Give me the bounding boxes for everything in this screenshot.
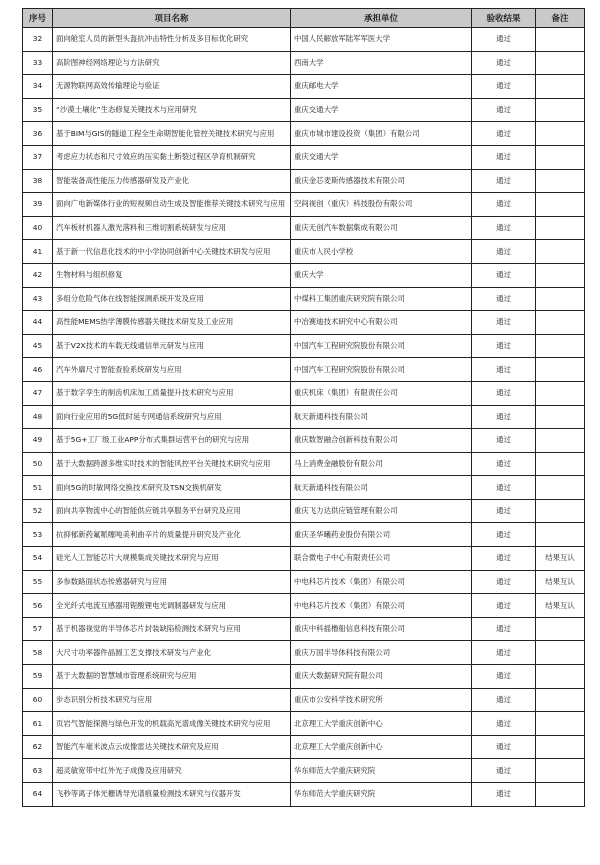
remark bbox=[536, 523, 585, 547]
row-number: 62 bbox=[23, 735, 53, 759]
responsible-unit: 中电科芯片技术（集团）有限公司 bbox=[291, 594, 472, 618]
remark bbox=[536, 216, 585, 240]
table-row bbox=[23, 28, 585, 52]
acceptance-result: 通过 bbox=[472, 75, 536, 99]
responsible-unit: 重庆大学 bbox=[291, 263, 472, 287]
acceptance-result: 通过 bbox=[472, 405, 536, 429]
row-number: 37 bbox=[23, 145, 53, 169]
remark bbox=[536, 665, 585, 689]
table-row bbox=[23, 641, 585, 665]
responsible-unit: 中国人民解放军陆军军医大学 bbox=[291, 28, 472, 52]
acceptance-result: 通过 bbox=[472, 712, 536, 736]
project-name: 大尺寸功率器件晶圆工艺支撑技术研发与产业化 bbox=[53, 641, 291, 665]
remark bbox=[536, 263, 585, 287]
header-note: 备注 bbox=[536, 9, 585, 28]
remark bbox=[536, 783, 585, 807]
responsible-unit: 重庆市城市建设投资（集团）有限公司 bbox=[291, 122, 472, 146]
row-number: 54 bbox=[23, 547, 53, 571]
acceptance-result: 通过 bbox=[472, 193, 536, 217]
row-number: 52 bbox=[23, 499, 53, 523]
remark bbox=[536, 688, 585, 712]
project-name: 基于大数据的智慧城市管理系统研究与应用 bbox=[53, 665, 291, 689]
acceptance-result: 通过 bbox=[472, 617, 536, 641]
project-name: 页岩气智能探测与绿色开发的机载高光谱成像关键技术研究与应用 bbox=[53, 712, 291, 736]
remark bbox=[536, 145, 585, 169]
responsible-unit: 航天新通科技有限公司 bbox=[291, 476, 472, 500]
table-row bbox=[23, 570, 585, 594]
project-name: 基于V2X技术的车载无线通信单元研发与应用 bbox=[53, 334, 291, 358]
project-name: 汽车外廓尺寸智能查验系统研发与应用 bbox=[53, 358, 291, 382]
project-name: 面向舱室人员的新型头盔抗冲击特性分析及多目标优化研究 bbox=[53, 28, 291, 52]
row-number: 59 bbox=[23, 665, 53, 689]
project-name: 基于新一代信息化技术的中小学协同创新中心关键技术研发与应用 bbox=[53, 240, 291, 264]
row-number: 46 bbox=[23, 358, 53, 382]
responsible-unit: 空间视创（重庆）科技股份有限公司 bbox=[291, 193, 472, 217]
project-name: 抗抑郁新药氟哌噻吨美利曲辛片的质量提升研究及产业化 bbox=[53, 523, 291, 547]
remark bbox=[536, 98, 585, 122]
remark bbox=[536, 51, 585, 75]
acceptance-result: 通过 bbox=[472, 570, 536, 594]
acceptance-result: 通过 bbox=[472, 735, 536, 759]
responsible-unit: 重庆机床（集团）有限责任公司 bbox=[291, 381, 472, 405]
project-name: 智能装备高性能压力传感器研发及产业化 bbox=[53, 169, 291, 193]
responsible-unit: 重庆中科摇橹船信息科技有限公司 bbox=[291, 617, 472, 641]
project-name: 全光纤式电流互感器用铌酸锂电光调制器研发与应用 bbox=[53, 594, 291, 618]
table-row bbox=[23, 665, 585, 689]
responsible-unit: 重庆交通大学 bbox=[291, 98, 472, 122]
table-row bbox=[23, 240, 585, 264]
table-row bbox=[23, 311, 585, 335]
row-number: 38 bbox=[23, 169, 53, 193]
responsible-unit: 中国汽车工程研究院股份有限公司 bbox=[291, 334, 472, 358]
project-name: “沙漠土壤化”生态修复关键技术与应用研究 bbox=[53, 98, 291, 122]
table-row bbox=[23, 405, 585, 429]
acceptance-result: 通过 bbox=[472, 665, 536, 689]
table-row bbox=[23, 783, 585, 807]
acceptance-result: 通过 bbox=[472, 287, 536, 311]
acceptance-result: 通过 bbox=[472, 499, 536, 523]
project-name: 基于大数据跨源多维实时技术的智能风控平台关键技术研究与应用 bbox=[53, 452, 291, 476]
row-number: 60 bbox=[23, 688, 53, 712]
table-row bbox=[23, 287, 585, 311]
project-name: 基于数字孪生的制齿机床加工质量提升技术研究与应用 bbox=[53, 381, 291, 405]
remark bbox=[536, 311, 585, 335]
acceptance-result: 通过 bbox=[472, 216, 536, 240]
responsible-unit: 联合微电子中心有限责任公司 bbox=[291, 547, 472, 571]
row-number: 48 bbox=[23, 405, 53, 429]
table-row bbox=[23, 381, 585, 405]
project-name: 基于BIM与GIS的隧道工程全生命期智能化管控关键技术研究与应用 bbox=[53, 122, 291, 146]
table-row bbox=[23, 122, 585, 146]
table-row bbox=[23, 499, 585, 523]
remark bbox=[536, 735, 585, 759]
responsible-unit: 华东师范大学重庆研究院 bbox=[291, 783, 472, 807]
acceptance-result: 通过 bbox=[472, 641, 536, 665]
header-result: 验收结果 bbox=[472, 9, 536, 28]
project-name: 无源物联网高效传输理论与验证 bbox=[53, 75, 291, 99]
acceptance-result: 通过 bbox=[472, 429, 536, 453]
table-row bbox=[23, 523, 585, 547]
table-header-row bbox=[23, 9, 585, 28]
table-row bbox=[23, 145, 585, 169]
responsible-unit: 重庆金芯麦斯传感器技术有限公司 bbox=[291, 169, 472, 193]
row-number: 42 bbox=[23, 263, 53, 287]
header-unit: 承担单位 bbox=[291, 9, 472, 28]
acceptance-result: 通过 bbox=[472, 145, 536, 169]
remark bbox=[536, 122, 585, 146]
remark bbox=[536, 75, 585, 99]
row-number: 51 bbox=[23, 476, 53, 500]
project-name: 步态识别分析技术研究与应用 bbox=[53, 688, 291, 712]
responsible-unit: 重庆大数据研究院有限公司 bbox=[291, 665, 472, 689]
row-number: 45 bbox=[23, 334, 53, 358]
table-row bbox=[23, 51, 585, 75]
remark bbox=[536, 287, 585, 311]
responsible-unit: 北京理工大学重庆创新中心 bbox=[291, 712, 472, 736]
table-row bbox=[23, 358, 585, 382]
remark bbox=[536, 617, 585, 641]
row-number: 33 bbox=[23, 51, 53, 75]
row-number: 49 bbox=[23, 429, 53, 453]
responsible-unit: 重庆数智融合创新科技有限公司 bbox=[291, 429, 472, 453]
responsible-unit: 重庆邮电大学 bbox=[291, 75, 472, 99]
remark bbox=[536, 28, 585, 52]
acceptance-result: 通过 bbox=[472, 523, 536, 547]
table-row bbox=[23, 334, 585, 358]
table-row bbox=[23, 712, 585, 736]
acceptance-result: 通过 bbox=[472, 688, 536, 712]
project-name: 高性能MEMS热学薄膜传感器关键技术研发及工业应用 bbox=[53, 311, 291, 335]
table-row bbox=[23, 429, 585, 453]
header-name: 项目名称 bbox=[53, 9, 291, 28]
project-name: 多组分危险气体在线智能探测系统开发及应用 bbox=[53, 287, 291, 311]
remark bbox=[536, 193, 585, 217]
acceptance-result: 通过 bbox=[472, 783, 536, 807]
remark bbox=[536, 240, 585, 264]
table-row bbox=[23, 193, 585, 217]
row-number: 34 bbox=[23, 75, 53, 99]
table-row bbox=[23, 617, 585, 641]
remark bbox=[536, 476, 585, 500]
acceptance-result: 通过 bbox=[472, 381, 536, 405]
responsible-unit: 重庆市人民小学校 bbox=[291, 240, 472, 264]
acceptance-result: 通过 bbox=[472, 334, 536, 358]
responsible-unit: 中冶赛迪技术研究中心有限公司 bbox=[291, 311, 472, 335]
project-name: 高阶图神经网络理论与方法研究 bbox=[53, 51, 291, 75]
acceptance-result: 通过 bbox=[472, 759, 536, 783]
remark bbox=[536, 499, 585, 523]
remark bbox=[536, 641, 585, 665]
row-number: 35 bbox=[23, 98, 53, 122]
table-row bbox=[23, 688, 585, 712]
project-name: 飞秒等离子体光栅诱导光谱痕量检测技术研究与仪器开发 bbox=[53, 783, 291, 807]
responsible-unit: 中电科芯片技术（集团）有限公司 bbox=[291, 570, 472, 594]
project-name: 超灵敏宽带中红外光子成像及应用研究 bbox=[53, 759, 291, 783]
remark bbox=[536, 759, 585, 783]
responsible-unit: 航天新通科技有限公司 bbox=[291, 405, 472, 429]
row-number: 43 bbox=[23, 287, 53, 311]
responsible-unit: 重庆飞力达供应链管理有限公司 bbox=[291, 499, 472, 523]
project-name: 硅光人工智能芯片大规模集成关键技术研究与应用 bbox=[53, 547, 291, 571]
row-number: 44 bbox=[23, 311, 53, 335]
project-name: 多参数路面状态传感器研究与应用 bbox=[53, 570, 291, 594]
acceptance-result: 通过 bbox=[472, 51, 536, 75]
acceptance-result: 通过 bbox=[472, 169, 536, 193]
remark bbox=[536, 169, 585, 193]
row-number: 36 bbox=[23, 122, 53, 146]
row-number: 32 bbox=[23, 28, 53, 52]
table-row bbox=[23, 169, 585, 193]
acceptance-result: 通过 bbox=[472, 28, 536, 52]
table-row bbox=[23, 98, 585, 122]
table-row bbox=[23, 216, 585, 240]
row-number: 39 bbox=[23, 193, 53, 217]
row-number: 64 bbox=[23, 783, 53, 807]
acceptance-result: 通过 bbox=[472, 358, 536, 382]
remark bbox=[536, 381, 585, 405]
acceptance-result: 通过 bbox=[472, 263, 536, 287]
row-number: 47 bbox=[23, 381, 53, 405]
table-row bbox=[23, 547, 585, 571]
row-number: 57 bbox=[23, 617, 53, 641]
acceptance-result: 通过 bbox=[472, 122, 536, 146]
remark: 结果互认 bbox=[536, 594, 585, 618]
header-no: 序号 bbox=[23, 9, 53, 28]
remark bbox=[536, 334, 585, 358]
responsible-unit: 重庆交通大学 bbox=[291, 145, 472, 169]
table-row bbox=[23, 263, 585, 287]
remark bbox=[536, 452, 585, 476]
row-number: 56 bbox=[23, 594, 53, 618]
responsible-unit: 华东师范大学重庆研究院 bbox=[291, 759, 472, 783]
remark bbox=[536, 429, 585, 453]
acceptance-result: 通过 bbox=[472, 547, 536, 571]
row-number: 50 bbox=[23, 452, 53, 476]
remark bbox=[536, 358, 585, 382]
remark: 结果互认 bbox=[536, 570, 585, 594]
project-name: 智能汽车毫米波点云成像雷达关键技术研究及应用 bbox=[53, 735, 291, 759]
acceptance-result: 通过 bbox=[472, 452, 536, 476]
table-row bbox=[23, 594, 585, 618]
row-number: 63 bbox=[23, 759, 53, 783]
row-number: 61 bbox=[23, 712, 53, 736]
project-name: 生物材料与组织修复 bbox=[53, 263, 291, 287]
project-name: 汽车板材机器人激光落料和三维切割系统研发与应用 bbox=[53, 216, 291, 240]
project-acceptance-table bbox=[22, 8, 585, 807]
acceptance-result: 通过 bbox=[472, 311, 536, 335]
row-number: 40 bbox=[23, 216, 53, 240]
remark bbox=[536, 712, 585, 736]
acceptance-result: 通过 bbox=[472, 476, 536, 500]
project-name: 基于机器视觉的半导体芯片封装缺陷检测技术研究与应用 bbox=[53, 617, 291, 641]
responsible-unit: 重庆市公安科学技术研究所 bbox=[291, 688, 472, 712]
table-row bbox=[23, 759, 585, 783]
acceptance-result: 通过 bbox=[472, 98, 536, 122]
table-row bbox=[23, 476, 585, 500]
table-row bbox=[23, 452, 585, 476]
responsible-unit: 西南大学 bbox=[291, 51, 472, 75]
row-number: 55 bbox=[23, 570, 53, 594]
row-number: 58 bbox=[23, 641, 53, 665]
table-body bbox=[23, 28, 585, 807]
responsible-unit: 重庆无创汽车数据集成有限公司 bbox=[291, 216, 472, 240]
project-name: 面向行业应用的5G低时延专网通信系统研究与应用 bbox=[53, 405, 291, 429]
row-number: 53 bbox=[23, 523, 53, 547]
project-name: 基于5G+工厂级工业APP分布式集群运营平台的研究与应用 bbox=[53, 429, 291, 453]
row-number: 41 bbox=[23, 240, 53, 264]
responsible-unit: 重庆万国半导体科技有限公司 bbox=[291, 641, 472, 665]
project-name: 面向广电新媒体行业的短视频自动生成及智能推荐关键技术研究与应用 bbox=[53, 193, 291, 217]
responsible-unit: 北京理工大学重庆创新中心 bbox=[291, 735, 472, 759]
project-name: 考虑应力状态和尺寸效应的压实黏土断裂过程区孕育机制研究 bbox=[53, 145, 291, 169]
remark bbox=[536, 405, 585, 429]
acceptance-result: 通过 bbox=[472, 240, 536, 264]
project-name: 面向5G的时敏网络交换技术研究及TSN交换机研发 bbox=[53, 476, 291, 500]
responsible-unit: 重庆圣华曦药业股份有限公司 bbox=[291, 523, 472, 547]
acceptance-result: 通过 bbox=[472, 594, 536, 618]
project-name: 面向共享物流中心的智能供应链共享服务平台研究及应用 bbox=[53, 499, 291, 523]
responsible-unit: 马上消费金融股份有限公司 bbox=[291, 452, 472, 476]
table-row bbox=[23, 735, 585, 759]
responsible-unit: 中煤科工集团重庆研究院有限公司 bbox=[291, 287, 472, 311]
responsible-unit: 中国汽车工程研究院股份有限公司 bbox=[291, 358, 472, 382]
remark: 结果互认 bbox=[536, 547, 585, 571]
table-row bbox=[23, 75, 585, 99]
